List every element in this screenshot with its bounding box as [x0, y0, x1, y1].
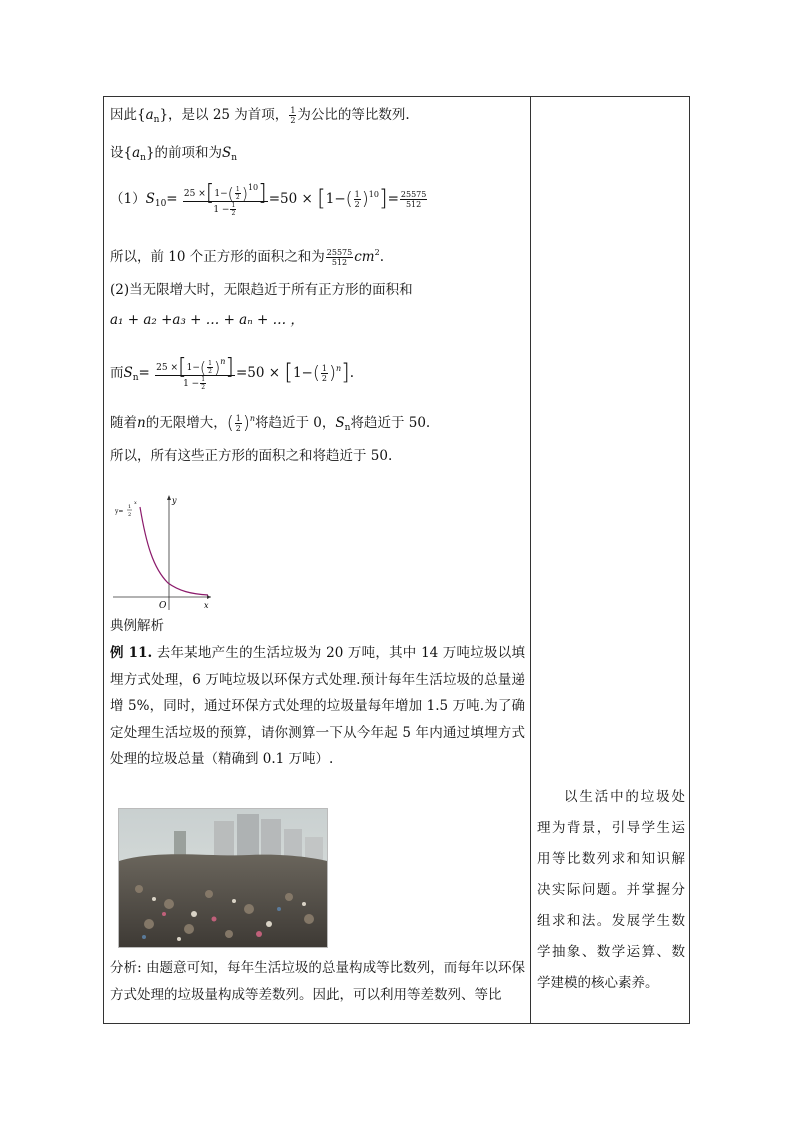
text: 为公比的等比数列.	[297, 107, 410, 123]
analysis-paragraph: 分析: 由题意可知，每年生活垃圾的总量构成等比数列，而每年以环保方式处理的垃圾量构成等差数列。因此，可以利用等差数列、等比	[110, 960, 525, 1003]
side-note-text: 以生活中的垃圾处理为背景，引导学生运用等比数列求和知识解决实际问题。并掌握分组求和法。发展学生数学抽象、数学运算、数学建模的核心素养。	[537, 789, 685, 991]
text: }，是以 25 为首项，	[159, 107, 289, 123]
text: }的前项和为	[145, 145, 223, 161]
math-sub: 10	[154, 199, 167, 209]
column-divider	[530, 96, 531, 1024]
sn-fraction: 25 ×[1−( $\frac{1}{2}$ )n] 1 − $\frac{1}{2}$	[156, 355, 234, 391]
curve	[140, 507, 208, 595]
teaching-note	[537, 782, 685, 999]
svg-text:x: x	[134, 500, 137, 506]
exponential-graph	[113, 493, 215, 611]
result-fraction: $\frac{25575}{512}$	[400, 190, 427, 209]
math-S: S	[123, 365, 133, 381]
sum-definition-line	[110, 143, 237, 168]
section-title: 典例解析	[110, 618, 164, 634]
example-label: 例 11.	[110, 645, 153, 661]
function-label: y=	[115, 508, 124, 515]
text: 设{	[110, 145, 133, 161]
fraction-half: $\frac{1}{2}$	[290, 106, 296, 125]
equals-50: =50 ×	[268, 191, 313, 207]
conclusion-line	[110, 105, 410, 130]
s10-fraction: 25 ×[1−( $\frac{1}{2}$ )10] 1 − $\frac{1}{2}$	[183, 181, 267, 217]
sum-10-result-line: 所以，前 10 个正方形的面积之和为 $\frac{25575}{512}$ $cm^2$.	[110, 248, 384, 267]
result-fraction: $\frac{25575}{512}$	[326, 248, 353, 267]
math-sub: n	[231, 153, 238, 163]
equals: =	[166, 191, 178, 207]
math-a: a	[132, 145, 141, 161]
series-expression: a₁ + a₂ +a₃ + … + aₙ + … ，	[110, 312, 304, 328]
text: 因此{	[110, 107, 146, 123]
landfill-photo	[118, 808, 328, 948]
formula-sn: 而$S_n=$ 25 ×[1−( $\frac{1}{2}$ )n] 1 − $\frac{1}{2}$ =50 × [1−( $\frac{1}{2}$ )$^n$].	[110, 355, 355, 391]
text: 所以，前 10 个正方形的面积之和为	[110, 249, 325, 265]
math-S: S	[222, 145, 232, 161]
example-11	[110, 640, 525, 773]
final-conclusion-line	[110, 446, 392, 466]
example-text: 去年某地产生的生活垃圾为 20 万吨，其中 14 万吨垃圾以填埋方式处理，6 万吨垃圾以环保方式处理.预计每年生活垃圾的总量递增 5%，同时，通过环保方式处理的垃圾量每年增加 1.5 万吨.为了确定处理生活垃圾的预算，请你测算一下从今年起 5 年内通过填埋方式处理的垃圾总量（精确到 0.1 万吨）.	[110, 645, 526, 767]
svg-text:2: 2	[128, 512, 132, 518]
limit-line: 随着n的无限增大，( $\frac{1}{2}$ )$^n$将趋近于 0，$S_n$将趋近于 50.	[110, 412, 431, 434]
math-S: S	[145, 191, 155, 207]
math-sub: n	[140, 153, 146, 163]
series-line	[110, 310, 304, 330]
unit: cm	[354, 249, 375, 265]
unit-exponent: 2	[374, 248, 380, 257]
part2-line	[110, 280, 413, 300]
part-label: （1）	[110, 191, 146, 207]
math-sub: n	[153, 115, 160, 125]
x-label: x	[204, 601, 209, 610]
y-label: y	[172, 496, 177, 505]
formula-s10: $(1)S_{10}=$ 25 ×[1−( $\frac{1}{2}$ )10] 1 − $\frac{1}{2}$ =50 × [1−( $\frac{1}{2}$ )$^{10}$]= $\frac{25575}{512}$	[110, 181, 427, 217]
math-a: a	[145, 107, 154, 123]
svg-text:1: 1	[128, 504, 132, 510]
origin-label: O	[159, 601, 167, 611]
text: 所以，所有这些正方形的面积之和将趋近于 50.	[110, 448, 393, 464]
text: (2)当无限增大时，无限趋近于所有正方形的面积和	[110, 282, 413, 298]
